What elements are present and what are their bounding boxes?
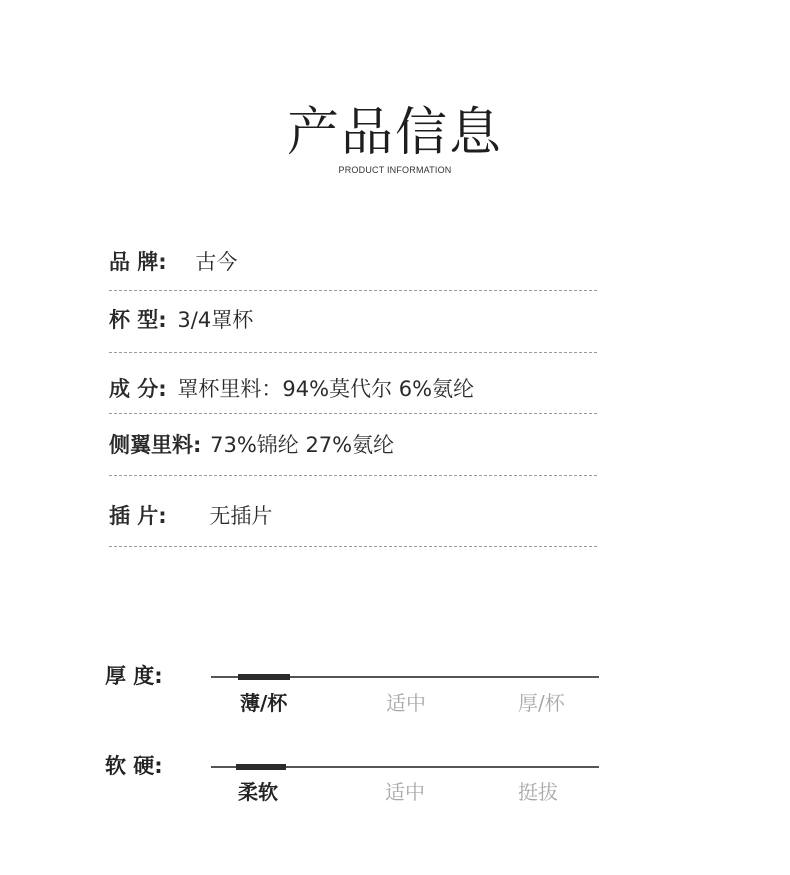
- spec-label: 成 分:: [109, 377, 167, 401]
- divider: [109, 546, 597, 547]
- divider: [109, 290, 597, 291]
- spec-value: 73%锦纶 27%氨纶: [210, 433, 395, 457]
- thickness-option-medium: 适中: [386, 691, 426, 715]
- thickness-label: 厚 度:: [105, 664, 163, 688]
- page-subtitle: PRODUCT INFORMATION: [338, 165, 452, 175]
- spec-value: 古今: [195, 250, 238, 274]
- divider: [109, 352, 597, 353]
- spec-row-insert: [109, 502, 272, 530]
- spec-row-side-lining: [109, 431, 394, 459]
- spec-value: 3/4罩杯: [177, 308, 254, 332]
- softness-option-medium: 适中: [385, 780, 425, 804]
- spec-label: 侧翼里料:: [109, 433, 202, 457]
- thickness-option-thin: 薄/杯: [240, 691, 288, 715]
- page-title: 产品信息: [286, 103, 503, 163]
- spec-value: 无插片: [209, 504, 273, 528]
- divider: [109, 475, 597, 476]
- softness-label: 软 硬:: [105, 754, 163, 778]
- spec-value: 罩杯里料：94%莫代尔 6%氨纶: [177, 377, 475, 401]
- divider: [109, 413, 597, 414]
- softness-option-soft: 柔软: [238, 780, 278, 804]
- spec-row-cup-type: [109, 306, 253, 334]
- softness-marker: [236, 764, 286, 770]
- thickness-option-thick: 厚/杯: [518, 691, 565, 715]
- spec-label: 杯 型:: [109, 308, 167, 332]
- spec-row-brand: [109, 248, 237, 276]
- thickness-marker: [238, 674, 290, 680]
- spec-label: 插 片:: [109, 504, 167, 528]
- spec-label: 品 牌:: [109, 250, 167, 274]
- spec-row-composition: [109, 375, 474, 403]
- softness-option-firm: 挺拔: [518, 780, 558, 804]
